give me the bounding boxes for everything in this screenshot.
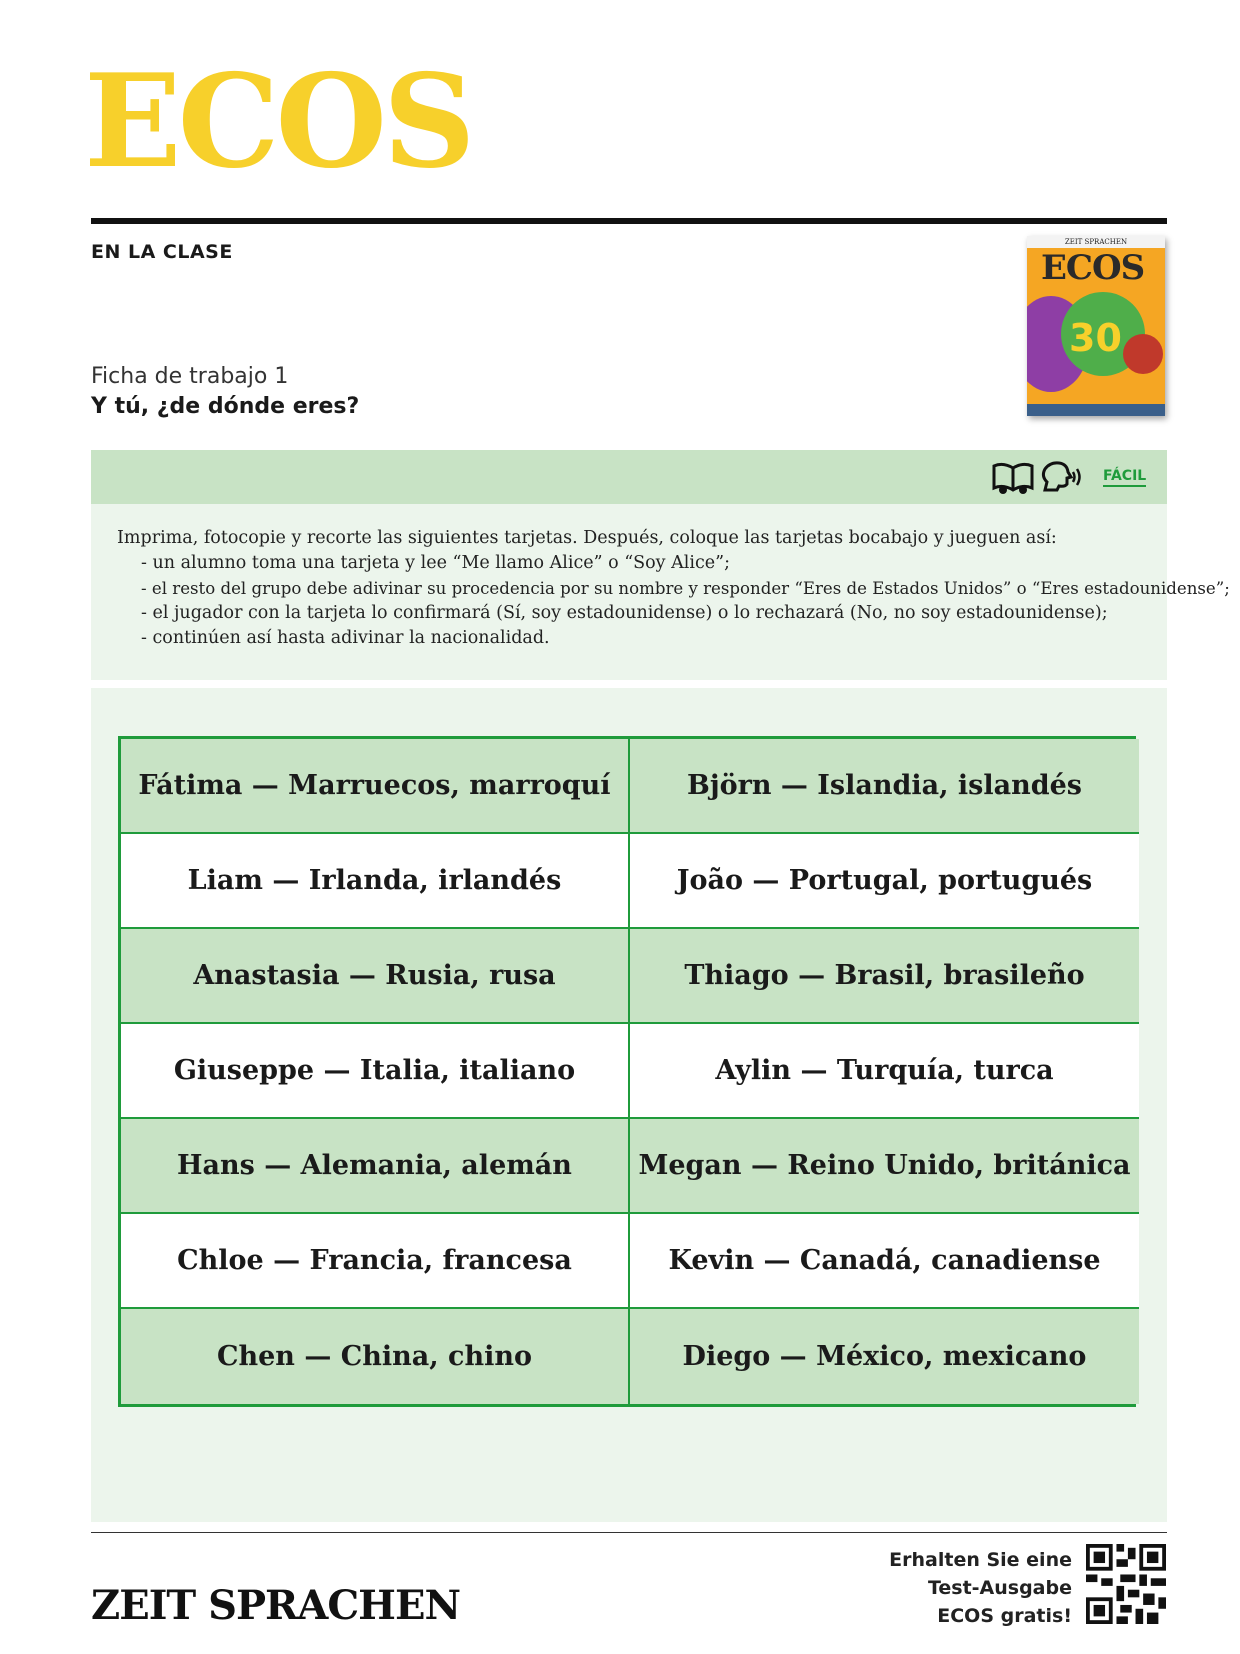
- footer-divider: [91, 1532, 1167, 1533]
- cover-shape: [1123, 334, 1163, 374]
- instruction-step: - el resto del grupo debe adivinar su procedencia por su nombre y responder “Eres de Estados Unidos” o “Eres estadounidense”;: [141, 579, 1230, 598]
- worksheet-title: Y tú, ¿de dónde eres?: [91, 394, 360, 419]
- difficulty-level: FÁCIL: [1103, 468, 1146, 487]
- promo-line: Test-Ausgabe: [927, 1577, 1072, 1599]
- reading-icon: [991, 460, 1035, 496]
- worksheet-subtitle: Ficha de trabajo 1: [91, 364, 289, 389]
- instructions-intro: Imprima, fotocopie y recorte las siguientes tarjetas. Después, coloque las tarjetas bocabajo y jueguen así:: [117, 528, 1057, 548]
- name-card: Kevin — Canadá, canadiense: [630, 1214, 1139, 1309]
- name-card: Giuseppe — Italia, italiano: [121, 1024, 630, 1119]
- promo-text: [889, 1546, 1072, 1630]
- name-card: João — Portugal, portugués: [630, 834, 1139, 929]
- cover-bottom-strip: [1027, 404, 1165, 416]
- instruction-step: - el jugador con la tarjeta lo confirmará (Sí, soy estadounidense) o lo rechazará (No, no soy estadounidense);: [141, 603, 1108, 623]
- name-card: Thiago — Brasil, brasileño: [630, 929, 1139, 1024]
- instruction-step: - un alumno toma una tarjeta y lee “Me llamo Alice” o “Soy Alice”;: [141, 553, 730, 573]
- qr-code-icon[interactable]: [1086, 1544, 1166, 1624]
- speaking-icon: [1039, 460, 1083, 496]
- name-card: Björn — Islandia, islandés: [630, 739, 1139, 834]
- instruction-step: - continúen así hasta adivinar la nacionalidad.: [141, 628, 550, 648]
- cover-brand-strip: ZEIT SPRACHEN: [1027, 236, 1165, 248]
- name-card: Liam — Irlanda, irlandés: [121, 834, 630, 929]
- magazine-cover: [1027, 236, 1165, 416]
- cover-logo: ECOS: [1041, 248, 1145, 288]
- cover-number: 30: [1069, 316, 1122, 360]
- name-card: Megan — Reino Unido, británica: [630, 1119, 1139, 1214]
- name-card: Chloe — Francia, francesa: [121, 1214, 630, 1309]
- name-card: Diego — México, mexicano: [630, 1309, 1139, 1404]
- name-card: Chen — China, chino: [121, 1309, 630, 1404]
- instructions-text: [117, 526, 1230, 651]
- promo-line: Erhalten Sie eine: [889, 1549, 1072, 1571]
- cards-grid: [118, 736, 1136, 1407]
- ecos-logo: ECOS: [84, 47, 472, 197]
- instructions-header-bar: [91, 450, 1167, 504]
- promo-line: ECOS gratis!: [937, 1605, 1072, 1627]
- header-divider: [91, 218, 1167, 224]
- name-card: Aylin — Turquía, turca: [630, 1024, 1139, 1119]
- section-label: EN LA CLASE: [91, 241, 233, 263]
- name-card: Fátima — Marruecos, marroquí: [121, 739, 630, 834]
- name-card: Hans — Alemania, alemán: [121, 1119, 630, 1214]
- name-card: Anastasia — Rusia, rusa: [121, 929, 630, 1024]
- zeit-sprachen-logo: ZEIT SPRACHEN: [91, 1582, 461, 1629]
- instructions-panel: [91, 450, 1230, 680]
